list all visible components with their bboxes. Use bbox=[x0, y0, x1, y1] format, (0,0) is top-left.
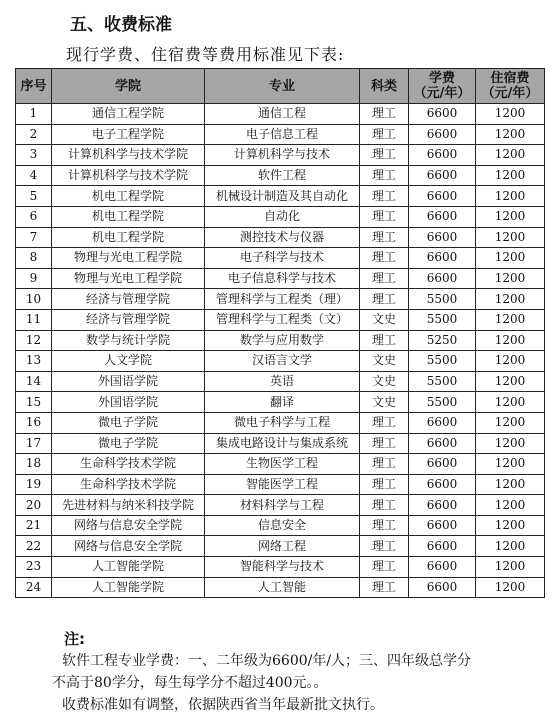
cell-major: 智能医学工程 bbox=[205, 474, 360, 495]
cell-no: 8 bbox=[16, 248, 52, 269]
table-row bbox=[16, 392, 545, 413]
table-row bbox=[16, 289, 545, 310]
cell-dorm: 1200 bbox=[476, 145, 545, 166]
cell-category: 理工 bbox=[360, 433, 409, 454]
cell-major: 通信工程 bbox=[205, 104, 360, 125]
intro-text: 现行学费、住宿费等费用标准见下表: bbox=[66, 45, 345, 64]
cell-school: 经济与管理学院 bbox=[52, 289, 205, 310]
cell-no: 4 bbox=[16, 165, 52, 186]
cell-tuition: 5500 bbox=[409, 371, 476, 392]
cell-major: 汉语言文学 bbox=[205, 351, 360, 372]
cell-dorm: 1200 bbox=[476, 165, 545, 186]
cell-tuition: 6600 bbox=[409, 248, 476, 269]
cell-dorm: 1200 bbox=[476, 330, 545, 351]
cell-dorm: 1200 bbox=[476, 124, 545, 145]
cell-category: 理工 bbox=[360, 289, 409, 310]
cell-dorm: 1200 bbox=[476, 289, 545, 310]
cell-major: 测控技术与仪器 bbox=[205, 227, 360, 248]
table-header-row bbox=[16, 69, 545, 104]
table-row bbox=[16, 124, 545, 145]
cell-school: 机电工程学院 bbox=[52, 186, 205, 207]
table-row bbox=[16, 165, 545, 186]
cell-category: 理工 bbox=[360, 557, 409, 578]
table-row bbox=[16, 433, 545, 454]
cell-major: 电子信息工程 bbox=[205, 124, 360, 145]
table-row bbox=[16, 536, 545, 557]
cell-no: 10 bbox=[16, 289, 52, 310]
table-row bbox=[16, 557, 545, 578]
note-line-1: 软件工程专业学费：一、二年级为6600/年/人；三、四年级总学分 bbox=[62, 653, 472, 669]
table-body bbox=[16, 104, 545, 598]
cell-tuition: 5500 bbox=[409, 351, 476, 372]
cell-no: 19 bbox=[16, 474, 52, 495]
cell-tuition: 6600 bbox=[409, 186, 476, 207]
cell-no: 17 bbox=[16, 433, 52, 454]
table-row bbox=[16, 495, 545, 516]
cell-school: 机电工程学院 bbox=[52, 227, 205, 248]
header-no: 序号 bbox=[16, 69, 52, 104]
cell-major: 电子信息科学与技术 bbox=[205, 268, 360, 289]
header-tuition bbox=[409, 69, 476, 104]
cell-no: 5 bbox=[16, 186, 52, 207]
cell-school: 先进材料与纳米科技学院 bbox=[52, 495, 205, 516]
table-row bbox=[16, 309, 545, 330]
cell-school: 计算机科学与技术学院 bbox=[52, 145, 205, 166]
cell-dorm: 1200 bbox=[476, 495, 545, 516]
cell-school: 电子工程学院 bbox=[52, 124, 205, 145]
cell-major: 网络工程 bbox=[205, 536, 360, 557]
cell-no: 22 bbox=[16, 536, 52, 557]
header-dorm-line1: 住宿费 bbox=[490, 71, 530, 86]
cell-no: 11 bbox=[16, 309, 52, 330]
cell-school: 生命科学技术学院 bbox=[52, 454, 205, 475]
cell-category: 理工 bbox=[360, 577, 409, 598]
cell-category: 理工 bbox=[360, 536, 409, 557]
table-row bbox=[16, 351, 545, 372]
cell-tuition: 6600 bbox=[409, 474, 476, 495]
cell-no: 16 bbox=[16, 412, 52, 433]
cell-category: 理工 bbox=[360, 104, 409, 125]
cell-category: 文史 bbox=[360, 309, 409, 330]
cell-no: 20 bbox=[16, 495, 52, 516]
cell-category: 文史 bbox=[360, 392, 409, 413]
header-school: 学院 bbox=[52, 69, 205, 104]
cell-school: 微电子学院 bbox=[52, 433, 205, 454]
table-row bbox=[16, 515, 545, 536]
table-row bbox=[16, 145, 545, 166]
cell-category: 理工 bbox=[360, 268, 409, 289]
cell-dorm: 1200 bbox=[476, 557, 545, 578]
cell-school: 机电工程学院 bbox=[52, 206, 205, 227]
cell-major: 数学与应用数学 bbox=[205, 330, 360, 351]
table-row bbox=[16, 186, 545, 207]
cell-major: 自动化 bbox=[205, 206, 360, 227]
cell-school: 计算机科学与技术学院 bbox=[52, 165, 205, 186]
cell-category: 理工 bbox=[360, 227, 409, 248]
cell-tuition: 5500 bbox=[409, 289, 476, 310]
notes-section bbox=[52, 628, 542, 716]
cell-dorm: 1200 bbox=[476, 227, 545, 248]
cell-major: 翻译 bbox=[205, 392, 360, 413]
cell-dorm: 1200 bbox=[476, 536, 545, 557]
note-line-2: 不高于80学分，每生每学分不超过400元。。 bbox=[52, 675, 328, 691]
cell-dorm: 1200 bbox=[476, 351, 545, 372]
cell-category: 理工 bbox=[360, 412, 409, 433]
header-major: 专业 bbox=[205, 69, 360, 104]
cell-school: 人工智能学院 bbox=[52, 577, 205, 598]
cell-major: 计算机科学与技术 bbox=[205, 145, 360, 166]
cell-tuition: 6600 bbox=[409, 124, 476, 145]
table-row bbox=[16, 268, 545, 289]
cell-major: 电子科学与技术 bbox=[205, 248, 360, 269]
cell-category: 文史 bbox=[360, 371, 409, 392]
cell-tuition: 6600 bbox=[409, 536, 476, 557]
fee-table bbox=[15, 68, 545, 598]
cell-major: 信息安全 bbox=[205, 515, 360, 536]
cell-no: 1 bbox=[16, 104, 52, 125]
cell-major: 人工智能 bbox=[205, 577, 360, 598]
cell-no: 14 bbox=[16, 371, 52, 392]
cell-category: 理工 bbox=[360, 124, 409, 145]
cell-major: 集成电路设计与集成系统 bbox=[205, 433, 360, 454]
table-row bbox=[16, 371, 545, 392]
cell-category: 文史 bbox=[360, 351, 409, 372]
cell-major: 机械设计制造及其自动化 bbox=[205, 186, 360, 207]
cell-school: 物理与光电工程学院 bbox=[52, 268, 205, 289]
cell-no: 24 bbox=[16, 577, 52, 598]
cell-category: 理工 bbox=[360, 145, 409, 166]
cell-category: 理工 bbox=[360, 474, 409, 495]
cell-tuition: 5500 bbox=[409, 309, 476, 330]
cell-no: 9 bbox=[16, 268, 52, 289]
cell-major: 智能科学与技术 bbox=[205, 557, 360, 578]
cell-school: 人工智能学院 bbox=[52, 557, 205, 578]
cell-category: 理工 bbox=[360, 248, 409, 269]
cell-tuition: 6600 bbox=[409, 557, 476, 578]
cell-major: 管理科学与工程类（理） bbox=[205, 289, 360, 310]
cell-tuition: 6600 bbox=[409, 454, 476, 475]
cell-school: 通信工程学院 bbox=[52, 104, 205, 125]
cell-major: 材料科学与工程 bbox=[205, 495, 360, 516]
cell-tuition: 6600 bbox=[409, 577, 476, 598]
cell-major: 英语 bbox=[205, 371, 360, 392]
table-row bbox=[16, 206, 545, 227]
header-tuition-line2: （元/年） bbox=[413, 86, 471, 101]
cell-tuition: 6600 bbox=[409, 433, 476, 454]
table-row bbox=[16, 474, 545, 495]
cell-dorm: 1200 bbox=[476, 186, 545, 207]
cell-tuition: 6600 bbox=[409, 165, 476, 186]
cell-dorm: 1200 bbox=[476, 248, 545, 269]
table-row bbox=[16, 412, 545, 433]
cell-major: 管理科学与工程类（文） bbox=[205, 309, 360, 330]
cell-no: 21 bbox=[16, 515, 52, 536]
header-dorm bbox=[476, 69, 545, 104]
cell-tuition: 5250 bbox=[409, 330, 476, 351]
cell-no: 7 bbox=[16, 227, 52, 248]
cell-category: 理工 bbox=[360, 454, 409, 475]
cell-dorm: 1200 bbox=[476, 206, 545, 227]
table-row bbox=[16, 330, 545, 351]
table-row bbox=[16, 227, 545, 248]
cell-dorm: 1200 bbox=[476, 433, 545, 454]
note-line-3: 收费标准如有调整，依据陕西省当年最新批文执行。 bbox=[62, 697, 384, 713]
cell-tuition: 6600 bbox=[409, 495, 476, 516]
cell-dorm: 1200 bbox=[476, 392, 545, 413]
cell-major: 生物医学工程 bbox=[205, 454, 360, 475]
table-row bbox=[16, 104, 545, 125]
cell-dorm: 1200 bbox=[476, 268, 545, 289]
table-row bbox=[16, 454, 545, 475]
cell-dorm: 1200 bbox=[476, 412, 545, 433]
cell-tuition: 6600 bbox=[409, 104, 476, 125]
cell-school: 数学与统计学院 bbox=[52, 330, 205, 351]
cell-school: 外国语学院 bbox=[52, 371, 205, 392]
cell-tuition: 6600 bbox=[409, 227, 476, 248]
cell-tuition: 6600 bbox=[409, 268, 476, 289]
cell-school: 网络与信息安全学院 bbox=[52, 515, 205, 536]
cell-school: 外国语学院 bbox=[52, 392, 205, 413]
cell-school: 经济与管理学院 bbox=[52, 309, 205, 330]
table-row bbox=[16, 577, 545, 598]
cell-category: 理工 bbox=[360, 186, 409, 207]
cell-category: 理工 bbox=[360, 495, 409, 516]
cell-major: 微电子科学与工程 bbox=[205, 412, 360, 433]
header-category: 科类 bbox=[360, 69, 409, 104]
cell-school: 物理与光电工程学院 bbox=[52, 248, 205, 269]
header-tuition-line1: 学费 bbox=[428, 71, 455, 86]
header-dorm-line2: （元/年） bbox=[481, 86, 539, 101]
cell-no: 15 bbox=[16, 392, 52, 413]
cell-dorm: 1200 bbox=[476, 104, 545, 125]
cell-no: 12 bbox=[16, 330, 52, 351]
cell-school: 人文学院 bbox=[52, 351, 205, 372]
cell-category: 理工 bbox=[360, 206, 409, 227]
cell-dorm: 1200 bbox=[476, 577, 545, 598]
cell-category: 理工 bbox=[360, 515, 409, 536]
cell-major: 软件工程 bbox=[205, 165, 360, 186]
cell-school: 网络与信息安全学院 bbox=[52, 536, 205, 557]
cell-dorm: 1200 bbox=[476, 371, 545, 392]
cell-dorm: 1200 bbox=[476, 474, 545, 495]
cell-dorm: 1200 bbox=[476, 454, 545, 475]
cell-no: 3 bbox=[16, 145, 52, 166]
cell-no: 18 bbox=[16, 454, 52, 475]
cell-tuition: 5500 bbox=[409, 392, 476, 413]
cell-dorm: 1200 bbox=[476, 309, 545, 330]
cell-tuition: 6600 bbox=[409, 206, 476, 227]
cell-no: 2 bbox=[16, 124, 52, 145]
cell-category: 理工 bbox=[360, 330, 409, 351]
cell-school: 生命科学技术学院 bbox=[52, 474, 205, 495]
notes-title: 注: bbox=[64, 630, 85, 648]
cell-tuition: 6600 bbox=[409, 515, 476, 536]
cell-school: 微电子学院 bbox=[52, 412, 205, 433]
cell-tuition: 6600 bbox=[409, 412, 476, 433]
cell-no: 23 bbox=[16, 557, 52, 578]
cell-category: 理工 bbox=[360, 165, 409, 186]
cell-tuition: 6600 bbox=[409, 145, 476, 166]
cell-no: 13 bbox=[16, 351, 52, 372]
cell-dorm: 1200 bbox=[476, 515, 545, 536]
section-heading: 五、收费标准 bbox=[70, 15, 172, 35]
table-row bbox=[16, 248, 545, 269]
cell-no: 6 bbox=[16, 206, 52, 227]
